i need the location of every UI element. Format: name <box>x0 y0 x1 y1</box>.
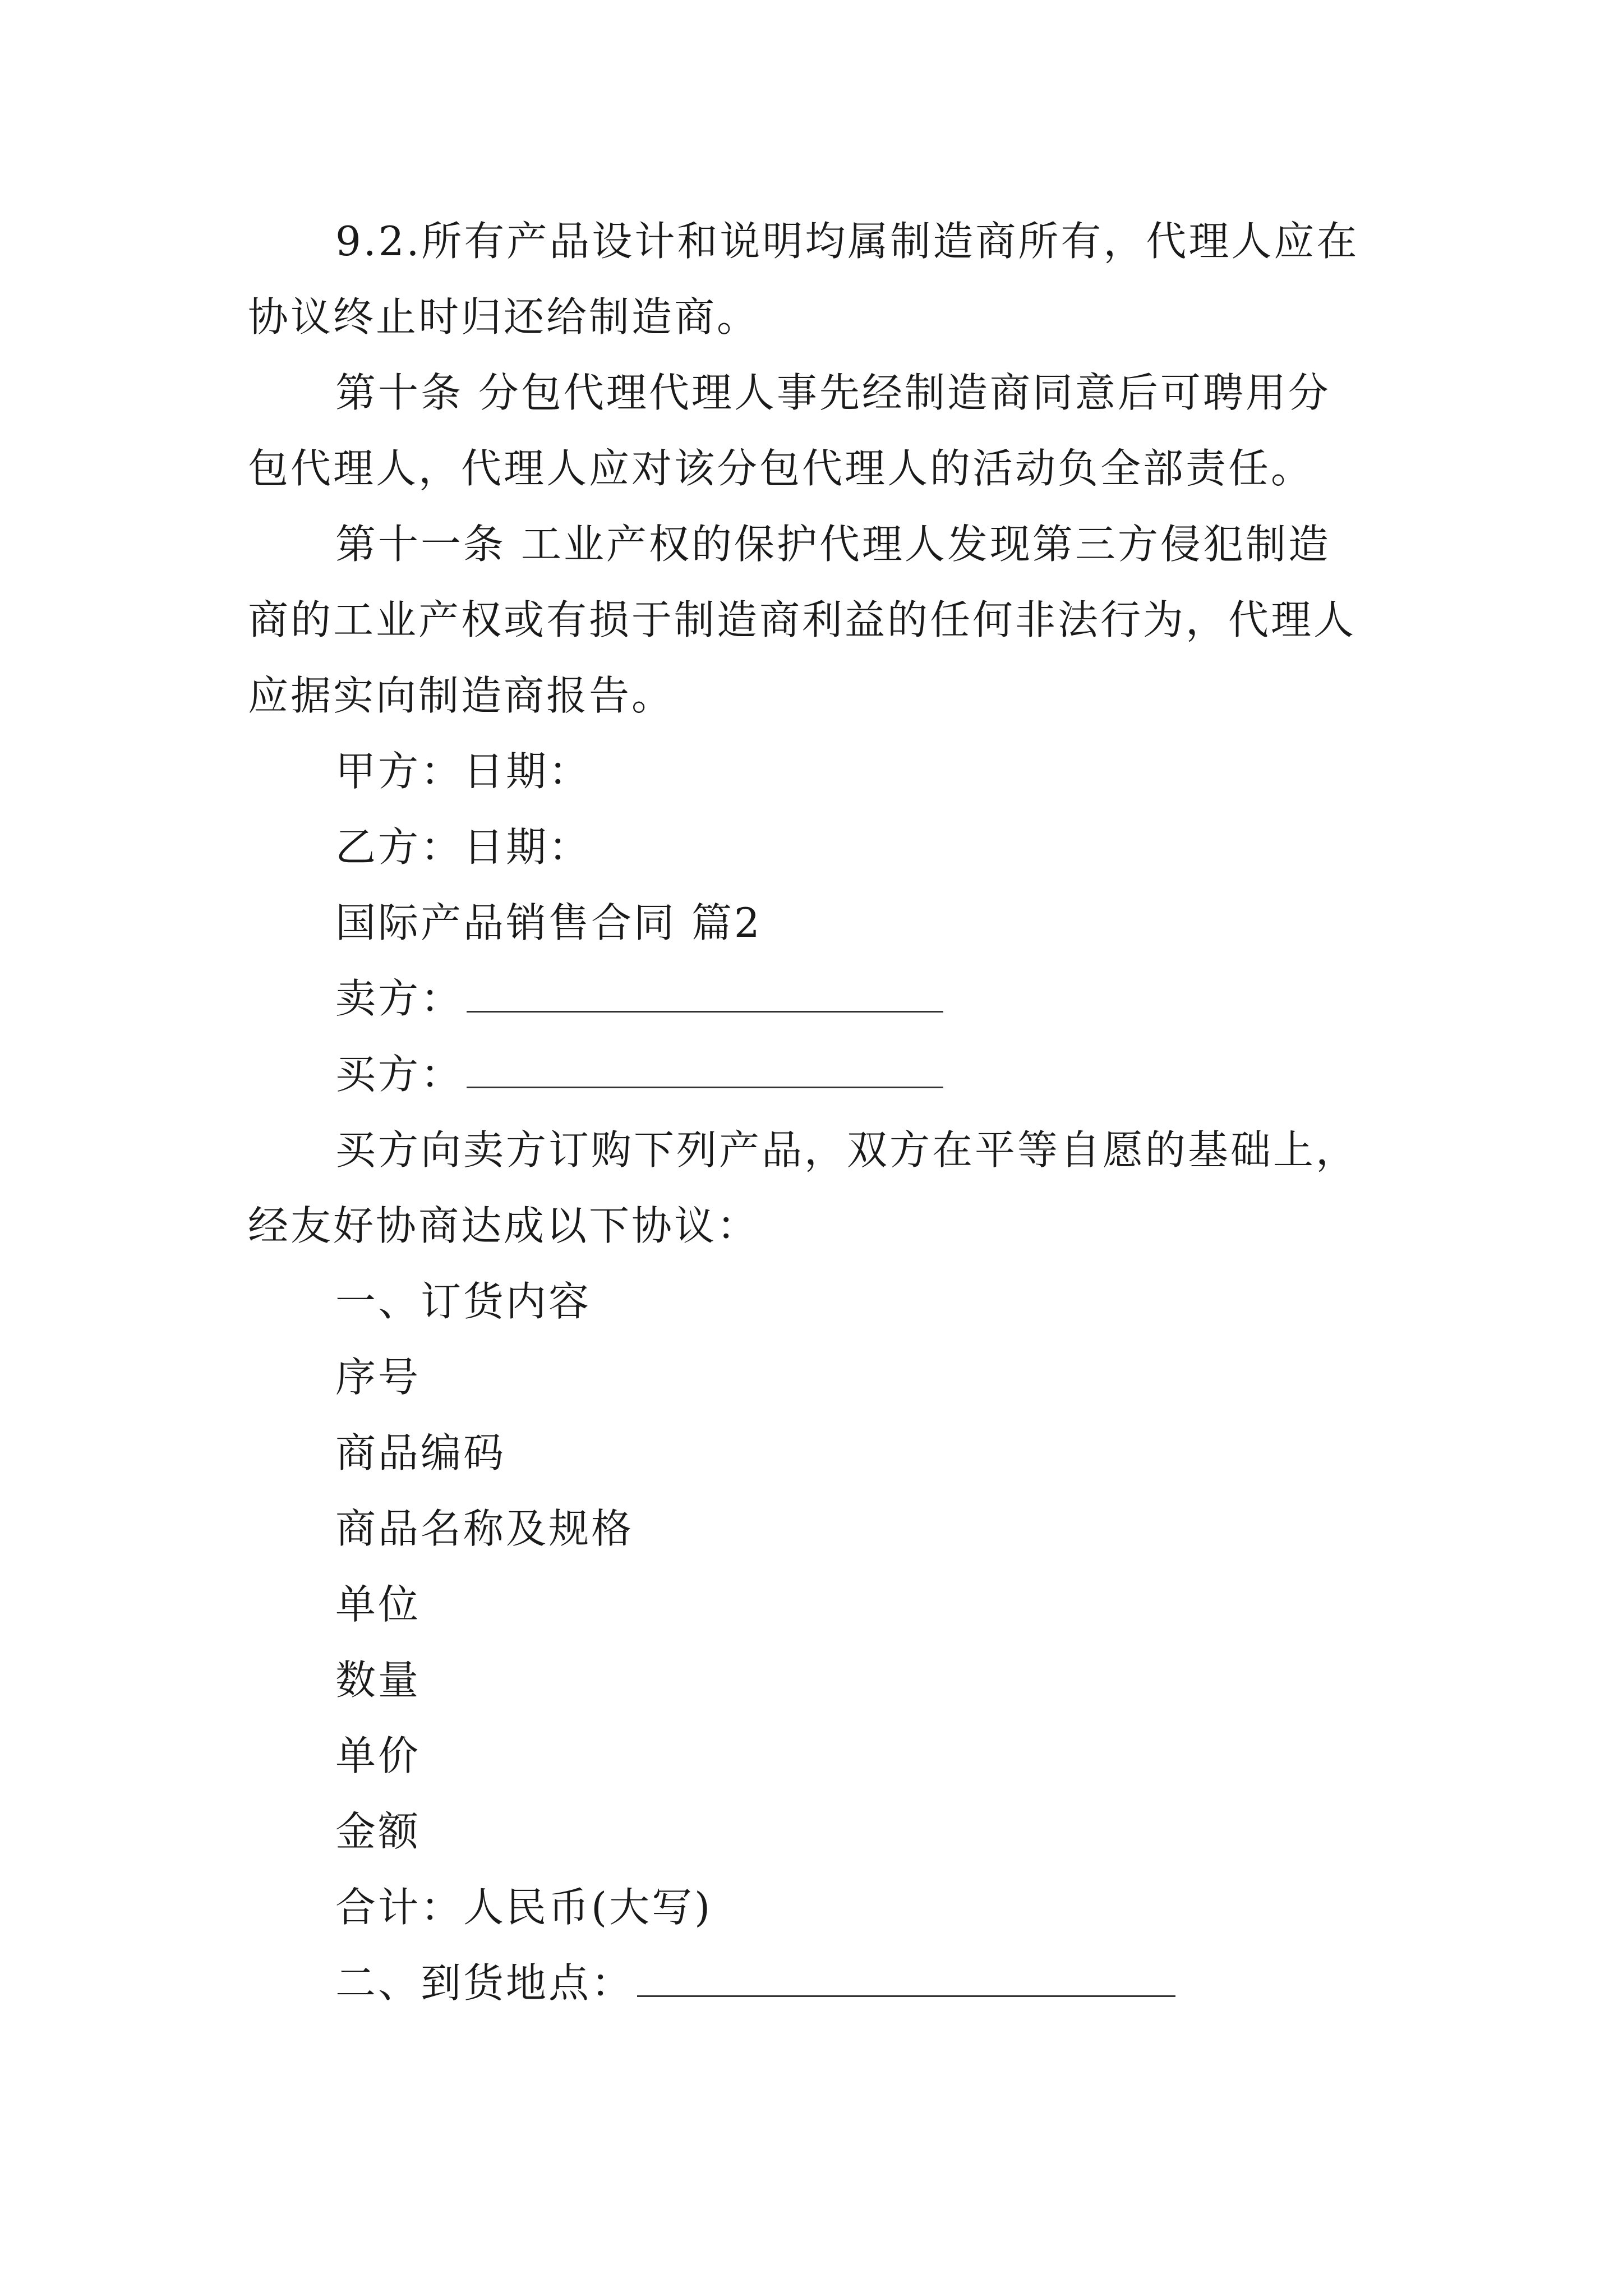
article-10-line-1: 第十条 分包代理代理人事先经制造商同意后可聘用分 <box>335 369 1331 416</box>
order-field-amount: 金额 <box>335 1808 421 1855</box>
article-11-line-2: 商的工业产权或有损于制造商利益的任何非法行为，代理人 <box>248 596 1357 643</box>
seller-blank-line <box>467 977 943 1013</box>
intro-line-1: 买方向卖方订购下列产品，双方在平等自愿的基础上， <box>335 1126 1359 1174</box>
seller-row <box>335 970 943 1027</box>
para-9-2-line-2: 协议终止时归还给制造商。 <box>248 293 760 341</box>
intro-line-2: 经友好协商达成以下协议： <box>248 1202 760 1249</box>
delivery-location-row <box>335 1955 1175 2011</box>
contract-title: 国际产品销售合同 篇2 <box>335 899 762 946</box>
order-field-serial: 序号 <box>335 1354 421 1401</box>
buyer-blank-line <box>467 1053 943 1088</box>
article-11-line-1: 第十一条 工业产权的保护代理人发现第三方侵犯制造 <box>335 521 1331 568</box>
delivery-location-blank-line <box>637 1962 1175 1997</box>
article-11-line-3: 应据实向制造商报告。 <box>248 672 675 719</box>
article-10-line-2: 包代理人，代理人应对该分包代理人的活动负全部责任。 <box>248 445 1314 492</box>
order-field-quantity: 数量 <box>335 1657 421 1704</box>
order-field-code: 商品编码 <box>335 1429 506 1476</box>
buyer-label: 买方： <box>335 1051 464 1098</box>
total-label: 合计：人民币(大写) <box>335 1884 713 1931</box>
para-9-2-line-1: 9.2.所有产品设计和说明均属制造商所有，代理人应在 <box>335 218 1359 265</box>
section-1-title: 一、订货内容 <box>335 1278 592 1325</box>
order-field-name-spec: 商品名称及规格 <box>335 1505 634 1552</box>
buyer-row <box>335 1046 943 1102</box>
party-a-date: 甲方：日期： <box>335 748 592 795</box>
order-field-unit-price: 单价 <box>335 1732 421 1779</box>
party-b-date: 乙方：日期： <box>335 823 592 871</box>
order-field-unit: 单位 <box>335 1581 421 1628</box>
delivery-location-label: 二、到货地点： <box>335 1959 634 2007</box>
seller-label: 卖方： <box>335 975 464 1022</box>
